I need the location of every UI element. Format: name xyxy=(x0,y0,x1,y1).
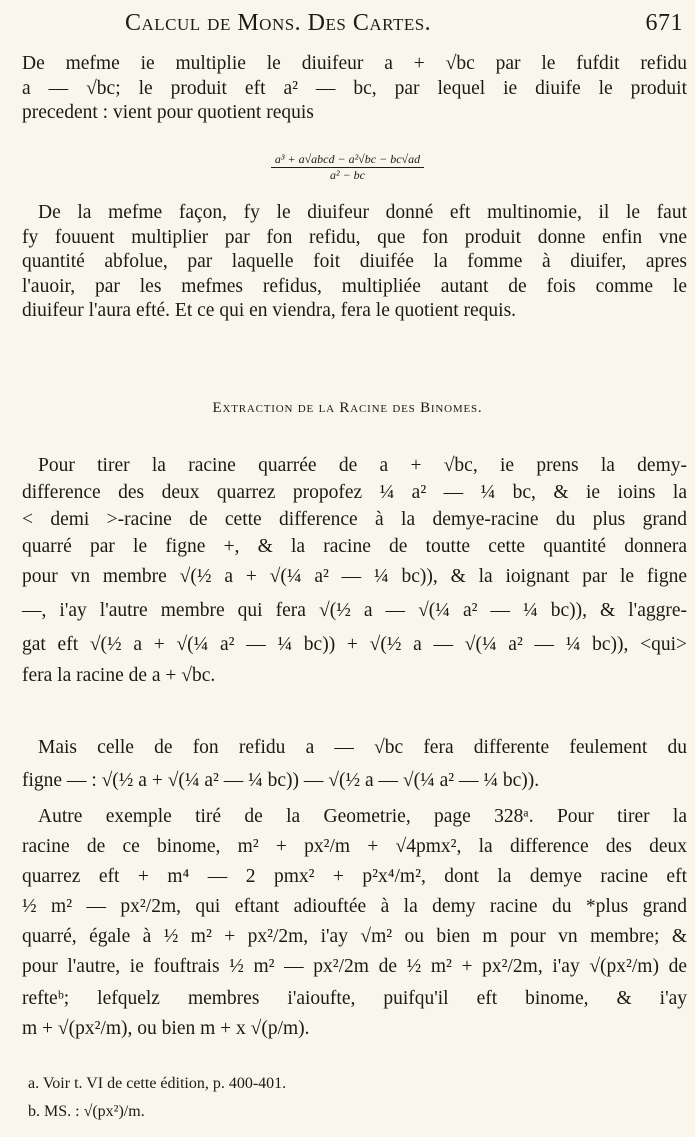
text-line: pour l'autre, ie fouftrais ½ m² — px²/2m de ½ m² + px²/2m, i'ay √(px²/m) de xyxy=(22,956,687,977)
text-line: Autre exemple tiré de la Geometrie, page 328ᵃ. Pour tirer la xyxy=(38,806,687,827)
text-line: figne — : √(½ a + √(¼ a² — ¼ bc)) — √(½ a — √(¼ a² — ¼ bc)). xyxy=(22,770,540,791)
paragraph-residue xyxy=(22,733,687,799)
text-line: m + √(px²/m), ou bien m + x √(p/m). xyxy=(22,1018,310,1039)
text-line: quantité abfolue, par laquelle foit diuifée la fomme à diuifer, apres xyxy=(22,251,687,272)
formula-denominator: a² − bc xyxy=(329,168,365,182)
text-line: quarré par le figne +, & la racine de toutte cette quantité donnera xyxy=(22,536,687,557)
quotient-formula xyxy=(0,152,695,183)
text-line: ½ m² — px²/2m, qui eftant adiouftée à la demy racine du *plus grand xyxy=(22,896,687,917)
footnote-a: a. Voir t. VI de cette édition, p. 400-401. xyxy=(28,1075,287,1092)
text-line: precedent : vient pour quotient requis xyxy=(22,102,314,123)
header-title: Calcul de Mons. Des Cartes. xyxy=(125,10,432,36)
paragraph-binome-root xyxy=(22,452,687,689)
text-line: fera la racine de a + √bc. xyxy=(22,665,216,686)
text-line: De mefme ie multiplie le diuifeur a + √bc par le fufdit refidu xyxy=(22,53,687,74)
text-line: quarrez eft + m⁴ — 2 pmx² + p²x⁴/m², dont la demye racine eft xyxy=(22,866,687,887)
formula-numerator: a³ + a√abcd − a²√bc − bc√ad xyxy=(271,152,424,168)
text-line: gat eft √(½ a + √(¼ a² — ¼ bc)) + √(½ a — √(¼ a² — ¼ bc)), <qui> xyxy=(22,634,687,655)
paragraph-geometrie-example xyxy=(22,802,687,1046)
text-line: a — √bc; le produit eft a² — bc, par lequel ie diuife le produit xyxy=(22,77,687,99)
text-line: < demi >-racine de cette difference à la demye-racine du plus grand xyxy=(22,509,687,530)
footnote-b: b. MS. : √(px²)/m. xyxy=(28,1103,145,1120)
page-number: 671 xyxy=(645,10,683,36)
text-line: racine de ce binome, m² + px²/m + √4pmx², la difference des deux xyxy=(22,836,687,857)
text-line: refteᵇ; lefquelz membres i'aioufte, puifqu'il eft binome, & i'ay xyxy=(22,988,687,1009)
text-line: fy fouuent multiplier par fon refidu, que fon produit donne enfin vne xyxy=(22,226,687,248)
fraction xyxy=(271,152,424,183)
text-line: diuifeur l'aura efté. Et ce qui en viendra, fera le quotient requis. xyxy=(22,300,517,321)
paragraph-division xyxy=(22,52,687,126)
paragraph-multinomial xyxy=(22,201,687,324)
text-line: quarré, égale à ½ m² + px²/2m, i'ay √m² ou bien m pour vn membre; & xyxy=(22,926,687,947)
text-line: Pour tirer la racine quarrée de a + √bc, ie prens la demy- xyxy=(38,455,687,476)
text-line: Mais celle de fon refidu a — √bc fera differente feulement du xyxy=(38,737,687,758)
text-line: l'auoir, par les mefmes refidus, multipliée autant de fois comme le xyxy=(22,275,687,297)
text-line: —, i'ay l'autre membre qui fera √(½ a — √(¼ a² — ¼ bc)), & l'aggre- xyxy=(22,600,687,621)
text-line: De la mefme façon, fy le diuifeur donné eft multinomie, il le faut xyxy=(38,202,687,223)
section-title: Extraction de la Racine des Binomes. xyxy=(212,400,483,416)
text-line: difference des deux quarrez propofez ¼ a² — ¼ bc, & ie ioins la xyxy=(22,482,687,503)
text-line: pour vn membre √(½ a + √(¼ a² — ¼ bc)), & la ioignant par le figne xyxy=(22,566,687,587)
running-header xyxy=(0,10,695,42)
